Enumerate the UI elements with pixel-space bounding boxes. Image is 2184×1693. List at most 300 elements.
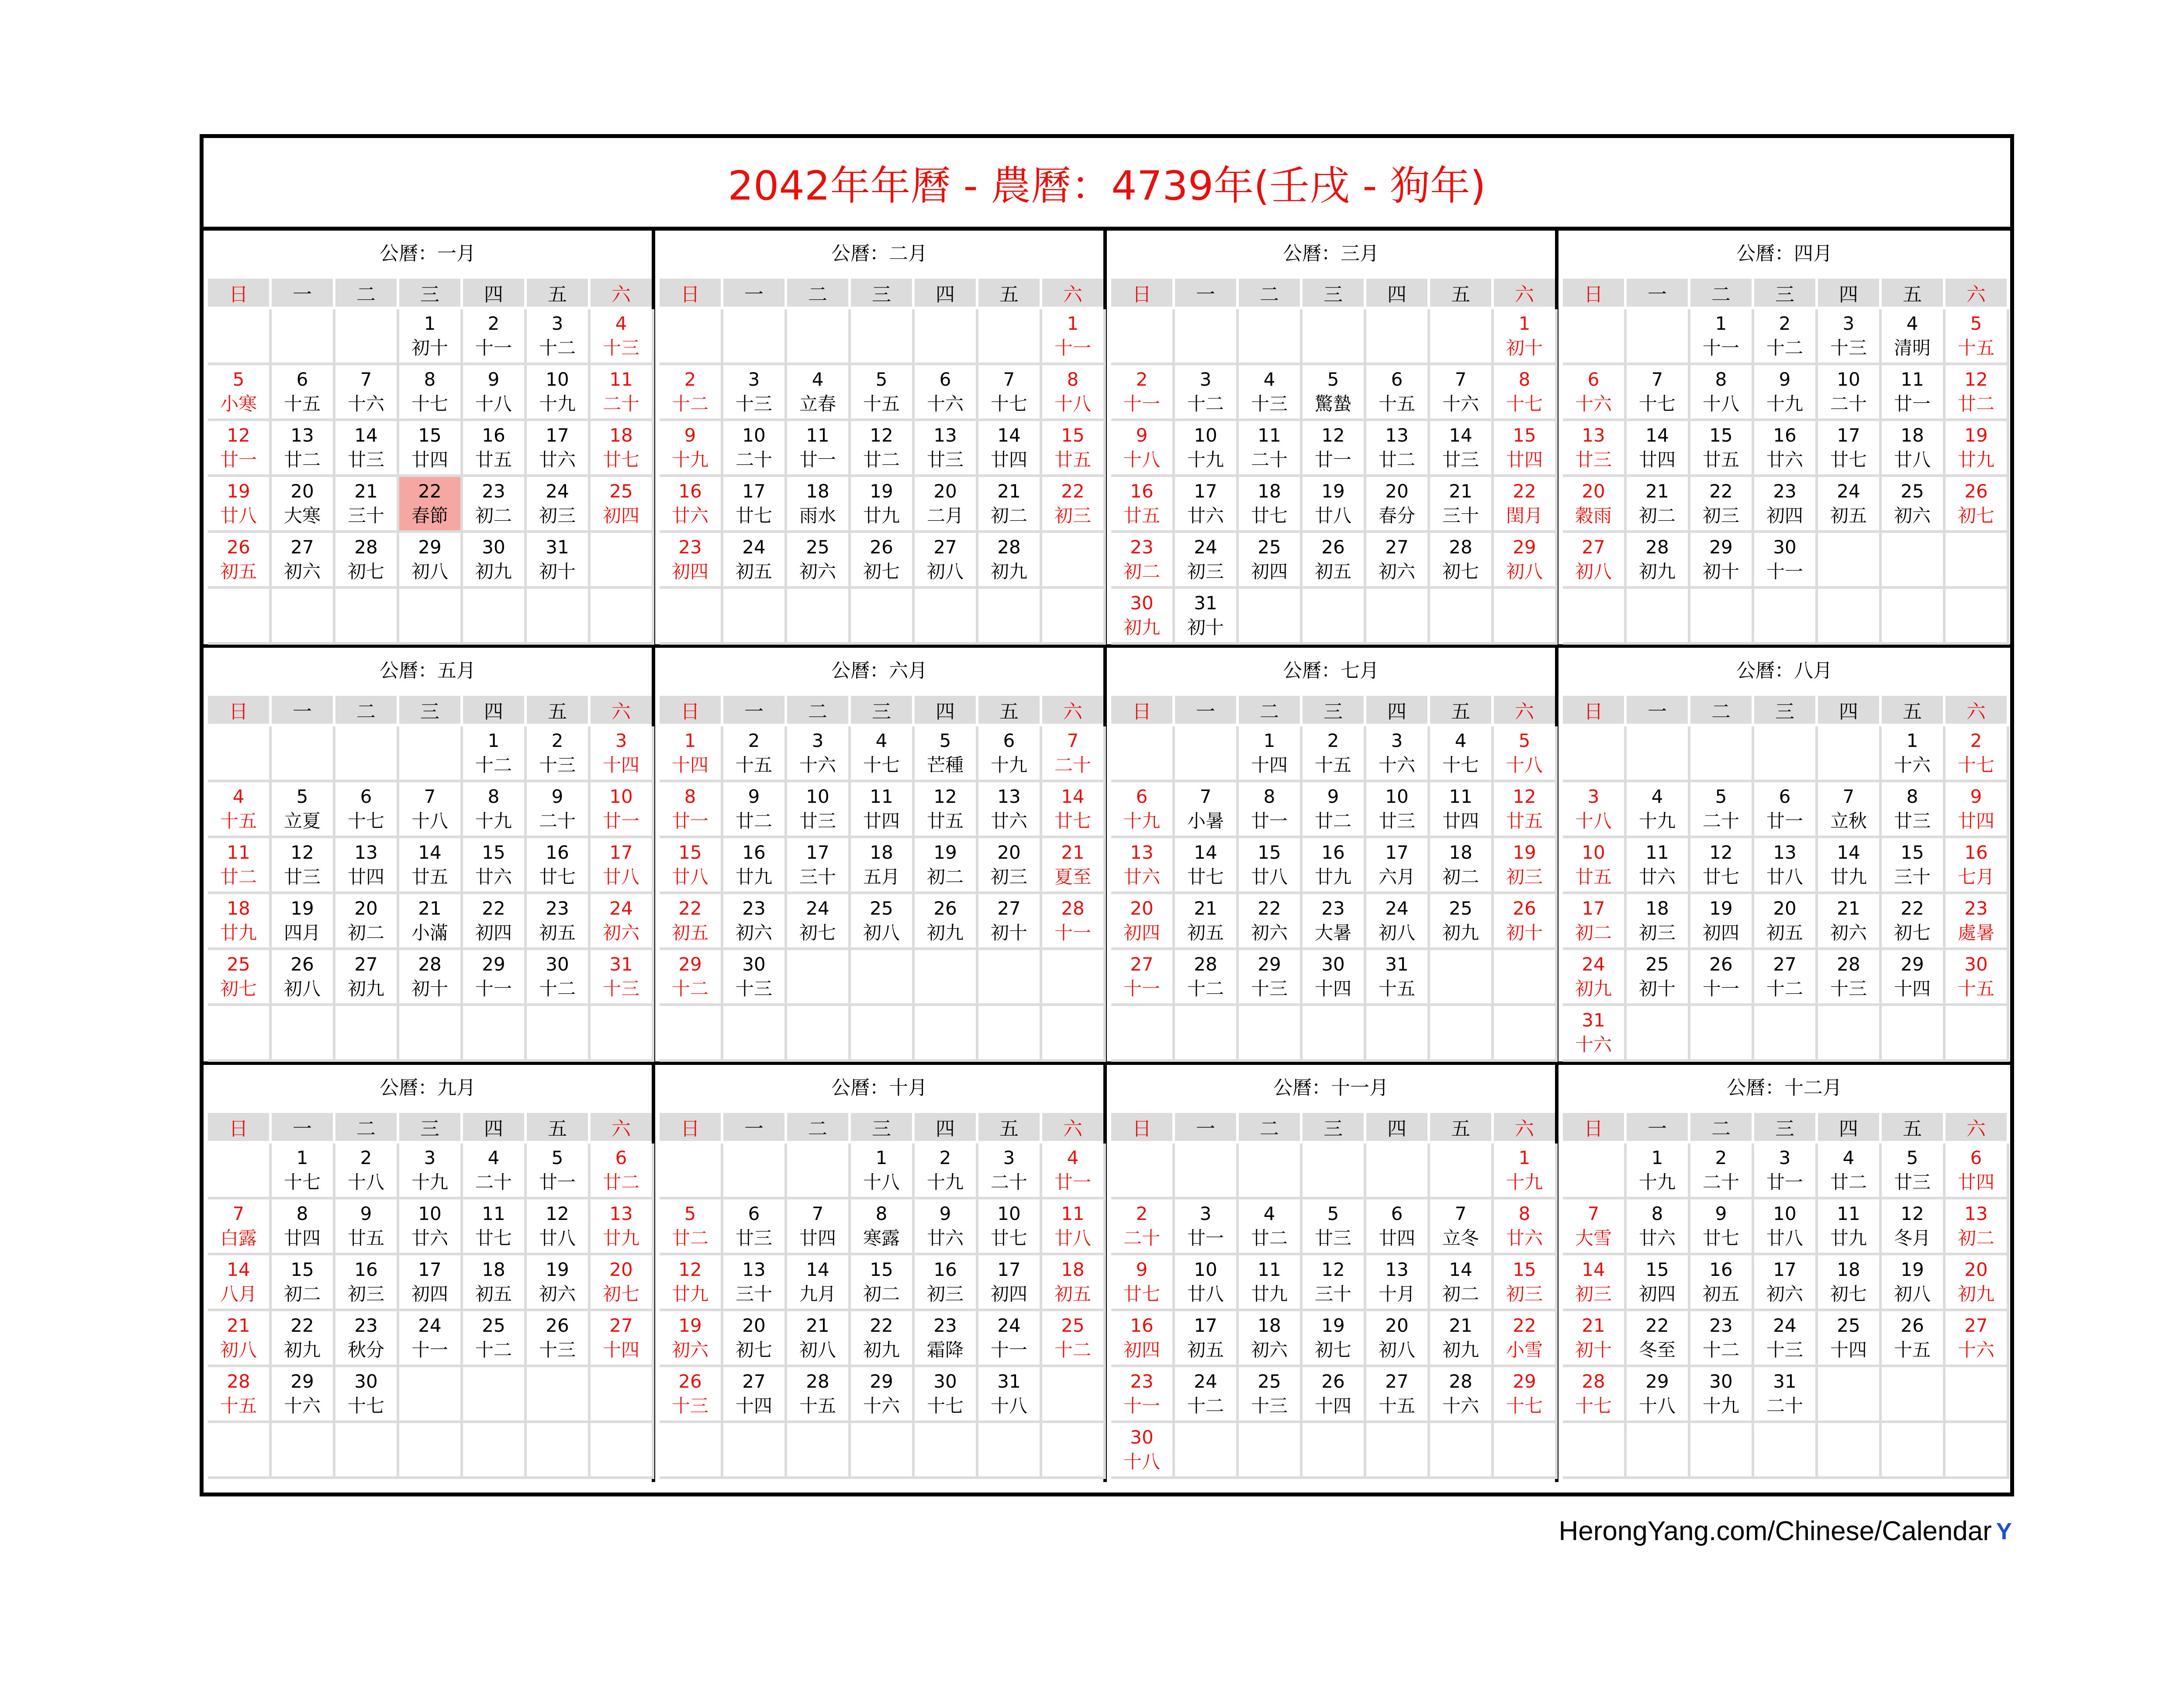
lunar-day: 十三	[602, 337, 639, 359]
day-cell	[1175, 838, 1239, 894]
day-cell	[1818, 1367, 1882, 1423]
day-cell	[527, 1006, 591, 1062]
solar-day: 16	[1773, 425, 1797, 446]
day-cell	[1303, 1367, 1366, 1423]
day-cell	[208, 589, 272, 645]
lunar-day: 廿八	[220, 505, 257, 526]
lunar-day: 冬月	[1894, 1227, 1931, 1249]
solar-day: 4	[615, 313, 627, 334]
day-cell	[660, 1255, 723, 1311]
lunar-day: 大暑	[1314, 922, 1351, 943]
lunar-day: 廿二	[602, 1171, 639, 1193]
day-cell	[527, 894, 591, 950]
lunar-day: 十六	[863, 1395, 900, 1417]
lunar-day: 初九	[283, 1339, 321, 1361]
day-cell	[1111, 421, 1175, 477]
day-cell	[1239, 589, 1303, 645]
lunar-day: 廿二	[1957, 393, 1994, 415]
weekday-header: 三	[1754, 1113, 1815, 1141]
day-cell	[335, 533, 399, 589]
lunar-day: 廿一	[1054, 1171, 1091, 1193]
day-cell	[1946, 421, 2009, 477]
lunar-day: 初四	[671, 561, 708, 582]
day-cell	[1882, 1255, 1946, 1311]
solar-day: 2	[1715, 1147, 1727, 1168]
solar-day: 30	[354, 1371, 378, 1392]
day-cell	[1690, 589, 1754, 645]
day-cell	[463, 838, 527, 894]
solar-day: 11	[1061, 1203, 1085, 1224]
solar-day: 20	[609, 1259, 633, 1280]
solar-day: 12	[870, 425, 893, 446]
lunar-day: 初九	[1123, 617, 1160, 638]
lunar-day: 十七	[1575, 1395, 1612, 1417]
solar-day: 30	[1964, 954, 1988, 975]
solar-day: 13	[1385, 425, 1409, 446]
day-cell	[1430, 309, 1494, 365]
month-title: 公曆：八月	[1736, 660, 1832, 682]
lunar-day: 十四	[1894, 978, 1931, 999]
lunar-day: 十七	[411, 393, 448, 415]
lunar-day: 二十	[1123, 1227, 1160, 1249]
day-cell	[1494, 309, 1558, 365]
weekday-header: 四	[915, 279, 976, 307]
lunar-day: 初二	[1575, 922, 1612, 943]
day-cell	[463, 1311, 527, 1367]
solar-day: 8	[684, 786, 696, 807]
lunar-day: 初五	[671, 922, 708, 943]
lunar-day: 十九	[539, 393, 576, 415]
lunar-day: 二十	[1766, 1395, 1803, 1417]
footer-link[interactable]	[1559, 1516, 2012, 1547]
day-cell	[1946, 1199, 2009, 1255]
weekday-header: 日	[208, 279, 269, 307]
lunar-day: 立秋	[1830, 810, 1867, 832]
day-cell	[463, 1255, 527, 1311]
day-cell	[1882, 309, 1946, 365]
day-cell	[527, 365, 591, 421]
lunar-day: 二十	[1830, 393, 1867, 415]
solar-day: 26	[1709, 954, 1733, 975]
day-cell	[208, 365, 272, 421]
solar-day: 20	[290, 480, 314, 502]
weekday-header: 五	[978, 1113, 1040, 1141]
lunar-day: 初五	[220, 561, 257, 582]
lunar-day: 廿六	[926, 1227, 964, 1249]
lunar-day: 初十	[1506, 922, 1543, 943]
solar-day: 23	[678, 536, 702, 558]
lunar-day: 初八	[283, 978, 321, 999]
day-cell	[1239, 1367, 1303, 1423]
day-cell	[208, 1144, 272, 1199]
solar-day: 10	[742, 425, 766, 446]
solar-day: 30	[1130, 1427, 1154, 1448]
lunar-day: 十六	[926, 393, 964, 415]
day-cell	[978, 726, 1042, 782]
solar-day: 5	[296, 786, 308, 807]
lunar-day: 十九	[1187, 449, 1224, 470]
solar-day: 20	[997, 842, 1021, 863]
solar-day: 26	[546, 1315, 569, 1336]
day-cell	[1627, 726, 1690, 782]
day-cell	[1239, 1199, 1303, 1255]
day-cell	[591, 950, 654, 1006]
lunar-day: 廿四	[283, 1227, 321, 1249]
lunar-day: 十五	[1378, 393, 1415, 415]
solar-day: 24	[1837, 480, 1860, 502]
weekday-header: 五	[1882, 696, 1943, 724]
lunar-day: 廿四	[1506, 449, 1543, 470]
lunar-day: 十一	[1054, 337, 1091, 359]
day-cell	[1818, 309, 1882, 365]
lunar-day: 十九	[1506, 1171, 1543, 1193]
day-cell	[1754, 1255, 1818, 1311]
day-cell	[208, 1423, 272, 1479]
day-cell	[272, 1199, 335, 1255]
lunar-day: 初三	[347, 1283, 384, 1305]
solar-day: 5	[1715, 786, 1727, 807]
lunar-day: 廿八	[1766, 1227, 1803, 1249]
day-cell	[1882, 1367, 1946, 1423]
solar-day: 17	[742, 480, 766, 502]
lunar-day: 初九	[1957, 1283, 1994, 1305]
weekday-header: 日	[1563, 696, 1624, 724]
day-cell	[978, 309, 1042, 365]
lunar-day: 廿九	[602, 1227, 639, 1249]
lunar-day: 初九	[990, 561, 1027, 582]
lunar-day: 白露	[220, 1227, 257, 1249]
lunar-day: 廿三	[1575, 449, 1612, 470]
solar-day: 13	[290, 425, 314, 446]
solar-day: 26	[1321, 536, 1345, 558]
solar-day: 14	[1449, 1259, 1472, 1280]
day-cell	[1175, 1144, 1239, 1199]
solar-day: 24	[1582, 954, 1605, 975]
day-cell	[335, 894, 399, 950]
lunar-day: 初二	[347, 922, 384, 943]
day-cell	[1430, 533, 1494, 589]
solar-day: 17	[1194, 480, 1217, 502]
lunar-day: 廿八	[1251, 866, 1288, 888]
lunar-day: 初四	[602, 505, 639, 526]
day-cell	[1627, 589, 1690, 645]
solar-day: 30	[546, 954, 569, 975]
solar-day: 20	[1964, 1259, 1988, 1280]
day-cell	[1818, 589, 1882, 645]
solar-day: 10	[1837, 369, 1860, 390]
solar-day: 16	[1321, 842, 1345, 863]
lunar-day: 十九	[1638, 810, 1676, 832]
lunar-day: 初十	[411, 978, 448, 999]
lunar-day: 十六	[1442, 393, 1479, 415]
solar-day: 1	[1067, 313, 1079, 334]
day-cell	[1946, 782, 2009, 838]
day-cell	[1882, 782, 1946, 838]
lunar-day: 雨水	[799, 505, 836, 526]
day-cell	[1563, 309, 1627, 365]
day-cell	[1303, 309, 1366, 365]
month-block	[204, 1065, 655, 1482]
day-cell	[1430, 1311, 1494, 1367]
lunar-day: 廿六	[1123, 866, 1160, 888]
solar-day: 5	[684, 1203, 696, 1224]
weekday-header: 六	[1042, 279, 1103, 307]
day-cell	[660, 1423, 723, 1479]
lunar-day: 廿一	[1894, 393, 1931, 415]
weekday-header: 五	[1882, 1113, 1943, 1141]
solar-day: 18	[870, 842, 893, 863]
lunar-day: 十二	[1766, 978, 1803, 999]
lunar-day: 十五	[1957, 978, 1994, 999]
day-cell	[851, 782, 915, 838]
weekday-header: 日	[1111, 279, 1172, 307]
lunar-day: 初七	[1442, 561, 1479, 582]
solar-day: 7	[1651, 369, 1663, 390]
weekday-header: 日	[1111, 696, 1172, 724]
day-cell	[399, 589, 463, 645]
day-cell	[915, 477, 978, 533]
lunar-day: 大寒	[283, 505, 321, 526]
lunar-day: 初二	[475, 505, 512, 526]
day-cell	[723, 894, 787, 950]
day-cell	[915, 421, 978, 477]
lunar-day: 廿五	[411, 866, 448, 888]
day-cell	[1494, 589, 1558, 645]
day-cell	[591, 589, 654, 645]
day-cell	[591, 1199, 654, 1255]
day-cell	[851, 726, 915, 782]
solar-day: 24	[546, 480, 569, 502]
lunar-day: 初七	[220, 978, 257, 999]
day-cell	[787, 1311, 851, 1367]
day-cell	[1111, 782, 1175, 838]
day-cell	[335, 1311, 399, 1367]
day-cell	[1111, 1423, 1175, 1479]
lunar-day: 十五	[1378, 1395, 1415, 1417]
solar-day: 13	[997, 786, 1021, 807]
lunar-day: 初三	[1506, 866, 1543, 888]
solar-day: 12	[227, 425, 250, 446]
day-cell	[527, 1144, 591, 1199]
solar-day: 22	[1513, 1315, 1536, 1336]
day-cell	[527, 1199, 591, 1255]
day-cell	[660, 1144, 723, 1199]
day-cell	[1366, 1311, 1430, 1367]
weekday-header: 四	[463, 1113, 524, 1141]
solar-day: 15	[482, 842, 505, 863]
lunar-day: 十二	[1766, 337, 1803, 359]
lunar-day: 十七	[347, 1395, 384, 1417]
solar-day: 12	[546, 1203, 569, 1224]
day-cell	[723, 589, 787, 645]
day-cell	[208, 1006, 272, 1062]
day-cell	[1494, 726, 1558, 782]
solar-day: 31	[1773, 1371, 1797, 1392]
solar-day: 27	[1385, 1371, 1409, 1392]
day-cell	[1042, 894, 1106, 950]
day-cell	[1175, 1199, 1239, 1255]
day-cell	[1563, 589, 1627, 645]
day-cell	[978, 1255, 1042, 1311]
lunar-day: 廿五	[475, 449, 512, 470]
solar-day: 28	[1582, 1371, 1605, 1392]
weekday-header: 二	[335, 1113, 397, 1141]
day-cell	[463, 1423, 527, 1479]
lunar-day: 廿五	[347, 1227, 384, 1249]
lunar-day: 廿八	[602, 866, 639, 888]
weekday-header: 六	[591, 696, 652, 724]
lunar-day: 初七	[863, 561, 900, 582]
day-cell	[1946, 1144, 2009, 1199]
lunar-day: 廿七	[1187, 866, 1224, 888]
solar-day: 22	[290, 1315, 314, 1336]
solar-day: 5	[551, 1147, 563, 1168]
day-cell	[1882, 950, 1946, 1006]
solar-day: 30	[1321, 954, 1345, 975]
weekday-header: 日	[208, 696, 269, 724]
day-cell	[1175, 726, 1239, 782]
day-cell	[1882, 1423, 1946, 1479]
solar-day: 6	[1391, 1203, 1403, 1224]
month-block	[1559, 648, 2010, 1065]
lunar-day: 廿一	[1251, 810, 1288, 832]
day-cell	[1366, 589, 1430, 645]
day-cell	[1175, 477, 1239, 533]
lunar-day: 初五	[539, 922, 576, 943]
lunar-day: 小暑	[1187, 810, 1224, 832]
solar-day: 27	[1773, 954, 1797, 975]
day-cell	[1111, 1311, 1175, 1367]
lunar-day: 十二	[671, 393, 708, 415]
solar-day: 5	[1970, 313, 1982, 334]
weekday-header: 四	[915, 1113, 976, 1141]
day-cell	[723, 838, 787, 894]
lunar-day: 十八	[863, 1171, 900, 1193]
lunar-day: 初五	[475, 1283, 512, 1305]
day-cell	[1690, 1423, 1754, 1479]
day-cell	[1627, 894, 1690, 950]
weekday-header: 三	[1303, 279, 1364, 307]
day-cell	[591, 1255, 654, 1311]
weekday-header: 四	[1818, 1113, 1879, 1141]
solar-day: 20	[1385, 480, 1409, 502]
day-cell	[272, 838, 335, 894]
day-cell	[915, 838, 978, 894]
day-cell	[1754, 1144, 1818, 1199]
day-cell	[1882, 421, 1946, 477]
day-cell	[851, 838, 915, 894]
lunar-day: 廿一	[220, 449, 257, 470]
solar-day: 26	[227, 536, 250, 558]
solar-day: 10	[1773, 1203, 1797, 1224]
month-title: 公曆：十二月	[1727, 1077, 1842, 1099]
lunar-day: 廿三	[1894, 1171, 1931, 1193]
day-cell	[591, 1144, 654, 1199]
solar-day: 15	[1513, 1259, 1536, 1280]
solar-day: 28	[227, 1371, 250, 1392]
solar-day: 24	[742, 536, 766, 558]
solar-day: 9	[1715, 1203, 1727, 1224]
day-cell	[787, 477, 851, 533]
lunar-day: 初七	[1314, 1339, 1351, 1361]
solar-day: 27	[609, 1315, 633, 1336]
day-cell	[591, 782, 654, 838]
solar-day: 14	[1449, 425, 1472, 446]
day-cell	[1303, 1199, 1366, 1255]
solar-day: 17	[997, 1259, 1021, 1280]
lunar-day: 清明	[1894, 337, 1931, 359]
solar-day: 7	[232, 1203, 245, 1224]
lunar-day: 十二	[1187, 978, 1224, 999]
day-cell	[1303, 533, 1366, 589]
day-cell	[1818, 782, 1882, 838]
lunar-day: 十六	[1957, 1339, 1994, 1361]
day-cell	[1239, 950, 1303, 1006]
day-cell	[463, 1199, 527, 1255]
lunar-day: 初七	[602, 1283, 639, 1305]
solar-day: 10	[418, 1203, 442, 1224]
solar-day: 3	[812, 730, 824, 751]
day-cell	[915, 950, 978, 1006]
lunar-day: 十九	[1123, 810, 1160, 832]
day-cell	[1175, 782, 1239, 838]
solar-day: 21	[1449, 1315, 1472, 1336]
solar-day: 23	[482, 480, 505, 502]
day-cell	[1818, 950, 1882, 1006]
weekday-header: 三	[851, 279, 912, 307]
lunar-day: 廿七	[990, 1227, 1027, 1249]
weekday-header: 三	[399, 279, 460, 307]
solar-day: 7	[1587, 1203, 1600, 1224]
lunar-day: 初六	[602, 922, 639, 943]
solar-day: 9	[1136, 425, 1148, 446]
lunar-day: 廿一	[799, 449, 836, 470]
day-cell	[1627, 1199, 1690, 1255]
day-cell	[1239, 365, 1303, 421]
lunar-day: 廿一	[1766, 810, 1803, 832]
day-cell	[1042, 1199, 1106, 1255]
day-cell	[1563, 477, 1627, 533]
day-cell	[1563, 726, 1627, 782]
day-cell	[1430, 365, 1494, 421]
lunar-day: 十六	[1442, 1395, 1479, 1417]
solar-day: 13	[609, 1203, 633, 1224]
solar-day: 3	[1842, 313, 1855, 334]
lunar-day: 初四	[1702, 922, 1739, 943]
day-cell	[1690, 1367, 1754, 1423]
day-cell	[1946, 1006, 2009, 1062]
solar-day: 14	[418, 842, 442, 863]
lunar-day: 十二	[1187, 1395, 1224, 1417]
solar-day: 9	[1136, 1259, 1148, 1280]
weekday-header: 日	[1563, 279, 1624, 307]
solar-day: 4	[1842, 1147, 1855, 1168]
lunar-day: 廿四	[1957, 810, 1994, 832]
solar-day: 8	[1518, 369, 1531, 390]
solar-day: 15	[1513, 425, 1536, 446]
solar-day: 29	[1645, 1371, 1669, 1392]
day-cell	[463, 589, 527, 645]
lunar-day: 廿九	[735, 866, 772, 888]
solar-day: 25	[609, 480, 633, 502]
solar-day: 24	[1385, 898, 1409, 919]
solar-day: 9	[1327, 786, 1339, 807]
day-cell	[463, 726, 527, 782]
lunar-day: 立冬	[1442, 1227, 1479, 1249]
lunar-day: 十一	[1702, 337, 1739, 359]
weekday-header: 二	[787, 1113, 848, 1141]
day-cell	[1239, 533, 1303, 589]
